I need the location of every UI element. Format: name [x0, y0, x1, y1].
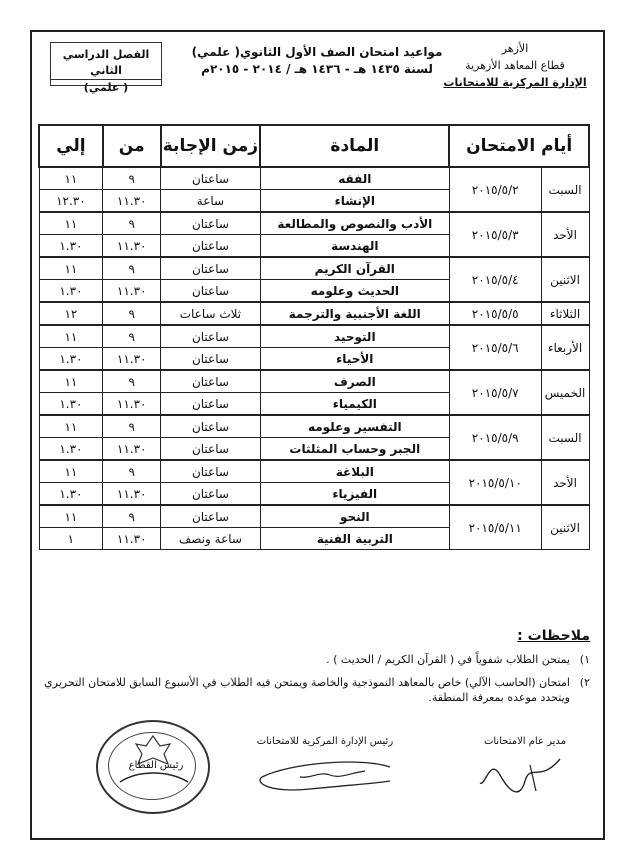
subject-cell: الفيزياء — [260, 483, 449, 506]
subject-cell: الإنشاء — [260, 190, 449, 213]
exam-date-cell: ٢٠١٥/٥/٦ — [449, 325, 541, 370]
table-row — [39, 370, 589, 393]
table-row — [39, 212, 589, 235]
duration-cell: ساعتان — [161, 415, 261, 438]
signature-scribble — [470, 753, 580, 797]
end-time-cell: ١.٣٠ — [39, 280, 103, 303]
duration-cell: ساعتان — [161, 325, 261, 348]
document-header — [32, 32, 603, 114]
header-duration: زمن الإجابة — [161, 125, 261, 167]
start-time-cell: ٩ — [103, 257, 161, 280]
table-row — [39, 257, 589, 280]
subject-cell: القرآن الكريم — [260, 257, 449, 280]
duration-cell: ساعة — [161, 190, 261, 213]
exam-day-cell: السبت — [541, 415, 589, 460]
start-time-cell: ٩ — [103, 302, 161, 325]
exam-date-cell: ٢٠١٥/٥/١٠ — [449, 460, 541, 505]
start-time-cell: ٩ — [103, 370, 161, 393]
exam-date-cell: ٢٠١٥/٥/٩ — [449, 415, 541, 460]
duration-cell: ساعتان — [161, 167, 261, 190]
start-time-cell: ٩ — [103, 505, 161, 528]
start-time-cell: ٩ — [103, 415, 161, 438]
note-number: ١) — [579, 653, 590, 666]
exam-day-cell: الاثنين — [541, 257, 589, 302]
start-time-cell: ٩ — [103, 325, 161, 348]
start-time-cell: ٩ — [103, 212, 161, 235]
duration-cell: ساعتان — [161, 280, 261, 303]
year-line: لسنة ١٤٣٥ هـ - ١٤٣٦ هـ / ٢٠١٤ - ٢٠١٥م — [201, 62, 433, 76]
exam-day-cell: الخميس — [541, 370, 589, 415]
end-time-cell: ١١ — [39, 167, 103, 190]
duration-cell: ثلاث ساعات — [161, 302, 261, 325]
table-row — [39, 505, 589, 528]
table-header-row — [39, 125, 589, 167]
duration-cell: ساعة ونصف — [161, 528, 261, 550]
end-time-cell: ١.٣٠ — [39, 393, 103, 416]
duration-cell: ساعتان — [161, 393, 261, 416]
header-from: من — [103, 125, 161, 167]
table-row — [39, 325, 589, 348]
end-time-cell: ١١ — [39, 505, 103, 528]
subject-cell: النحو — [260, 505, 449, 528]
end-time-cell: ١.٣٠ — [39, 348, 103, 371]
end-time-cell: ١٢.٣٠ — [39, 190, 103, 213]
start-time-cell: ١١.٣٠ — [103, 348, 161, 371]
subject-cell: التوحيد — [260, 325, 449, 348]
exam-date-cell: ٢٠١٥/٥/١١ — [449, 505, 541, 550]
duration-cell: ساعتان — [161, 505, 261, 528]
sector-name: قطاع المعاهد الأزهرية — [465, 59, 565, 72]
exam-date-cell: ٢٠١٥/٥/٤ — [449, 257, 541, 302]
note-text: امتحان (الحاسب الآلي) خاص بالمعاهد النموذجية والخاصة ويمتحن فيه الطلاب في الأسبوع السابق للامتحان التحريري ويتحدد موعده بمعرفة المنطقة. — [44, 676, 570, 704]
note-number: ٢) — [579, 676, 590, 689]
table-body — [39, 167, 589, 550]
note-text: يمتحن الطلاب شفوياً في ( القرآن الكريم / الحديث ) . — [326, 653, 570, 666]
subject-cell: التربية الفنية — [260, 528, 449, 550]
notes-section — [40, 628, 590, 713]
head-signature — [250, 736, 400, 797]
start-time-cell: ١١.٣٠ — [103, 280, 161, 303]
head-title: رئيس الإدارة المركزية للامتحانات — [256, 736, 394, 747]
end-time-cell: ١١ — [39, 460, 103, 483]
subject-cell: الهندسة — [260, 235, 449, 258]
start-time-cell: ١١.٣٠ — [103, 528, 161, 550]
duration-cell: ساعتان — [161, 348, 261, 371]
institution-block — [435, 40, 595, 91]
semester-branch: ( علمي) — [83, 81, 129, 94]
exam-day-cell: الثلاثاء — [541, 302, 589, 325]
duration-cell: ساعتان — [161, 212, 261, 235]
semester-label: الفصل الدراسي الثاني — [51, 47, 161, 80]
start-time-cell: ٩ — [103, 167, 161, 190]
subject-cell: التفسير وعلومه — [260, 415, 449, 438]
duration-cell: ساعتان — [161, 438, 261, 461]
exam-day-cell: السبت — [541, 167, 589, 212]
department-name: الإدارة المركزية للامتحانات — [443, 76, 587, 89]
start-time-cell: ٩ — [103, 460, 161, 483]
exam-day-cell: الأحد — [541, 212, 589, 257]
duration-cell: ساعتان — [161, 235, 261, 258]
institution-name: الأزهر — [501, 42, 529, 55]
end-time-cell: ١٢ — [39, 302, 103, 325]
end-time-cell: ١.٣٠ — [39, 438, 103, 461]
subject-cell: الكيمياء — [260, 393, 449, 416]
subject-cell: الجبر وحساب المثلثات — [260, 438, 449, 461]
official-seal — [96, 720, 210, 814]
table-row — [39, 302, 589, 325]
director-title: مدير عام الامتحانات — [483, 736, 567, 747]
start-time-cell: ١١.٣٠ — [103, 393, 161, 416]
table-row — [39, 460, 589, 483]
end-time-cell: ١١ — [39, 257, 103, 280]
end-time-cell: ١١ — [39, 415, 103, 438]
subject-cell: الصرف — [260, 370, 449, 393]
notes-title: ملاحظات : — [517, 628, 590, 644]
start-time-cell: ١١.٣٠ — [103, 483, 161, 506]
document-title — [182, 44, 452, 78]
director-signature — [470, 736, 580, 797]
note-item — [40, 675, 590, 705]
start-time-cell: ١١.٣٠ — [103, 438, 161, 461]
subject-cell: الأدب والنصوص والمطالعة — [260, 212, 449, 235]
table-row — [39, 415, 589, 438]
exam-day-cell: الاثنين — [541, 505, 589, 550]
exam-day-cell: الأحد — [541, 460, 589, 505]
exam-date-cell: ٢٠١٥/٥/٧ — [449, 370, 541, 415]
end-time-cell: ١١ — [39, 370, 103, 393]
end-time-cell: ١.٣٠ — [39, 483, 103, 506]
signature-scribble — [250, 753, 400, 797]
duration-cell: ساعتان — [161, 460, 261, 483]
end-time-cell: ١ — [39, 528, 103, 550]
subject-cell: الفقه — [260, 167, 449, 190]
end-time-cell: ١١ — [39, 325, 103, 348]
duration-cell: ساعتان — [161, 370, 261, 393]
subject-cell: الأحياء — [260, 348, 449, 371]
exam-date-cell: ٢٠١٥/٥/٥ — [449, 302, 541, 325]
exam-schedule-table — [38, 124, 590, 550]
semester-box — [50, 42, 162, 94]
exam-date-cell: ٢٠١٥/٥/٢ — [449, 167, 541, 212]
note-item — [40, 652, 590, 667]
duration-cell: ساعتان — [161, 257, 261, 280]
start-time-cell: ١١.٣٠ — [103, 190, 161, 213]
subject-cell: اللغة الأجنبية والترجمة — [260, 302, 449, 325]
start-time-cell: ١١.٣٠ — [103, 235, 161, 258]
title-line: مواعيد امتحان الصف الأول الثانوي( علمي) — [191, 45, 443, 59]
duration-cell: ساعتان — [161, 483, 261, 506]
table-row — [39, 167, 589, 190]
header-to: إلي — [39, 125, 103, 167]
subject-cell: الحديث وعلومه — [260, 280, 449, 303]
header-exam-days: أيام الامتحان — [449, 125, 589, 167]
exam-date-cell: ٢٠١٥/٥/٣ — [449, 212, 541, 257]
header-subject: المادة — [260, 125, 449, 167]
end-time-cell: ١.٣٠ — [39, 235, 103, 258]
subject-cell: البلاغة — [260, 460, 449, 483]
seal-caption: رئيس القطاع — [128, 760, 184, 771]
end-time-cell: ١١ — [39, 212, 103, 235]
exam-day-cell: الأربعاء — [541, 325, 589, 370]
